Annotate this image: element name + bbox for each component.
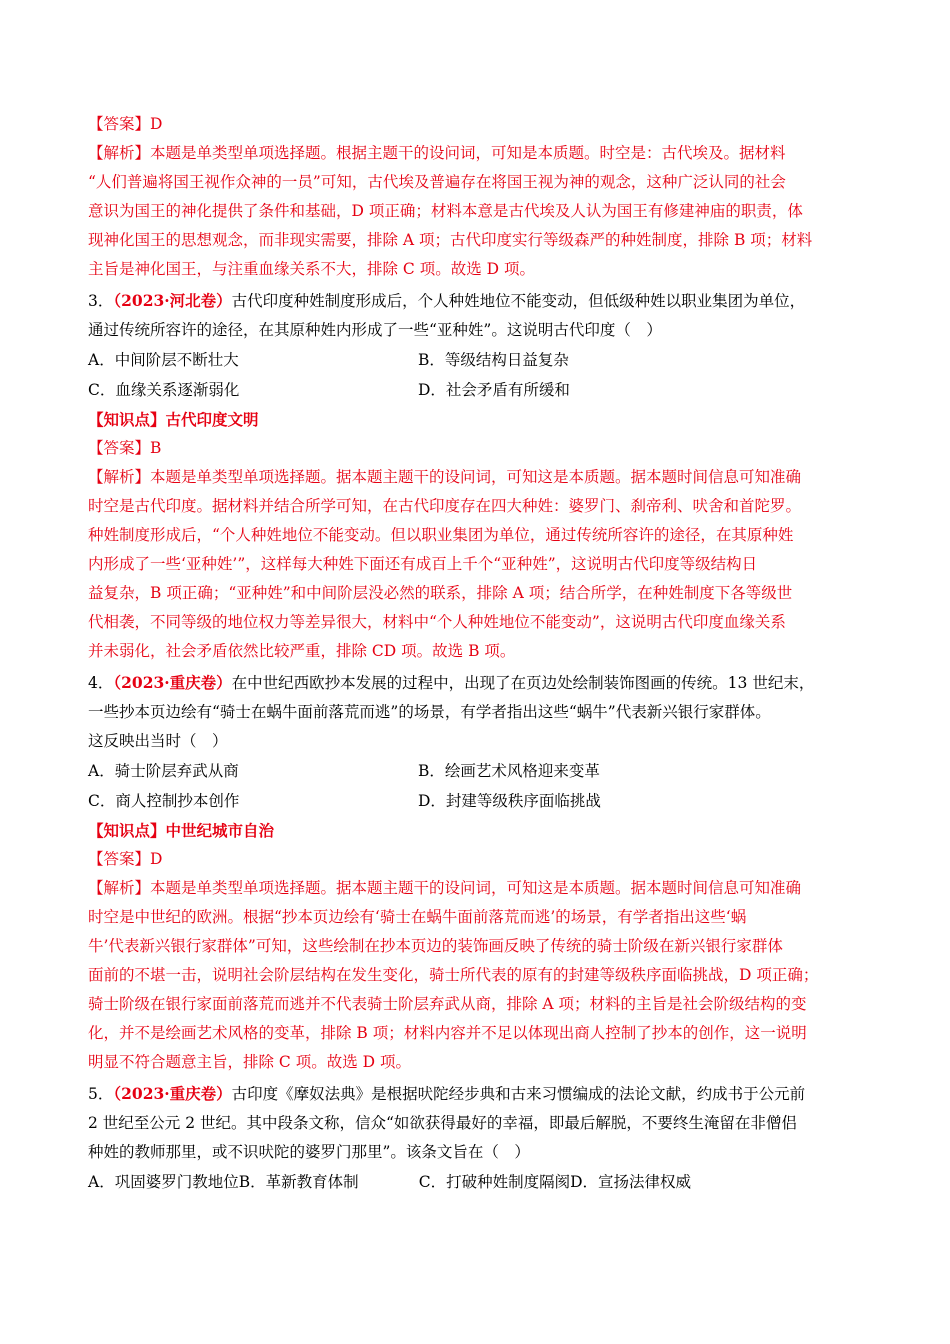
stem-text: 种姓的教师那里，或不识吠陀的婆罗门那里”。该条文旨在（ ）: [88, 1143, 530, 1161]
option-a: A．巩固婆罗门教地位: [88, 1173, 239, 1191]
option-c: C．血缘关系逐渐弱化: [88, 381, 240, 399]
stem-text: 2 世纪至公元 2 世纪。其中段条文称，信众“如欲获得最好的幸福，即最后解脱，不要终生淹留在非僧侣: [88, 1114, 797, 1132]
stem-text: 通过传统所容许的途径，在其原种姓内形成了一些“亚种姓”。这说明古代印度（ ）: [88, 321, 662, 339]
option-row: [88, 786, 862, 816]
analysis-line: 代相袭，不同等级的地位权力等差异很大，材料中“个人种姓地位不能变动”，这说明古代印度血缘关系: [88, 613, 786, 631]
option-row: [88, 375, 862, 405]
analysis-line: 意识为国王的神化提供了条件和基础，D 项正确；材料本意是古代埃及人认为国王有修建神庙的职责，体: [88, 202, 803, 220]
option-b: B．革新教育体制: [238, 1173, 359, 1191]
analysis-line: 种姓制度形成后，“个人种姓地位不能变动。但以职业集团为单位，通过传统所容许的途径，在其原种姓: [88, 526, 794, 544]
analysis-line: 【解析】本题是单类型单项选择题。根据主题干的设问词，可知是本质题。时空是：古代埃及。据材料: [88, 144, 786, 162]
option-b: B．绘画艺术风格迎来变革: [418, 762, 600, 780]
analysis-line: 化，并不是绘画艺术风格的变革，排除 B 项；材料内容并不足以体现出商人控制了抄本的创作，这一说明: [88, 1024, 807, 1042]
stem-text: 古代印度种姓制度形成后，个人种姓地位不能变动，但低级种姓以职业集团为单位，: [231, 292, 806, 310]
option-b: B．等级结构日益复杂: [418, 351, 569, 369]
question-4: [88, 668, 862, 1077]
question-stem: [88, 1079, 862, 1109]
question-source: （2023·河北卷）: [113, 291, 232, 310]
stem-text: 在中世纪西欧抄本发展的过程中，出现了在页边处绘制装饰图画的传统。13 世纪末，: [231, 674, 815, 692]
question-3: [88, 286, 862, 666]
option-a: A．中间阶层不断壮大: [88, 351, 239, 369]
analysis-line: 牛’代表新兴银行家群体”可知，这些绘制在抄本页边的装饰画反映了传统的骑士阶级在新兴银行家群体: [88, 937, 783, 955]
option-c: C．商人控制抄本创作: [88, 792, 240, 810]
knowledge-point: 【知识点】古代印度文明: [88, 410, 259, 429]
analysis-line: 面前的不堪一击，说明社会阶层结构在发生变化，骑士所代表的原有的封建等级秩序面临挑战，D 项正确；: [88, 966, 819, 984]
answer-line: 【答案】D: [88, 115, 163, 133]
analysis-line: 并未弱化，社会矛盾依然比较严重，排除 CD 项。故选 B 项。: [88, 642, 516, 660]
option-row: [88, 345, 862, 375]
stem-text: 这反映出当时（ ）: [88, 732, 228, 750]
analysis-line: 骑士阶级在银行家面前落荒而逃并不代表骑士阶层弃武从商，排除 A 项；材料的主旨是社会阶级结构的变: [88, 995, 807, 1013]
option-row: [88, 756, 862, 786]
analysis-line: 主旨是神化国王，与注重血缘关系不大，排除 C 项。故选 D 项。: [88, 260, 535, 278]
stem-text: 古印度《摩奴法典》是根据吠陀经步典和古来习惯编成的法论文献，约成书于公元前: [231, 1085, 806, 1103]
answer-line: 【答案】B: [88, 439, 162, 457]
analysis-line: 【解析】本题是单类型单项选择题。据本题主题干的设问词，可知这是本质题。据本题时间信息可知准确: [88, 879, 802, 897]
option-a: A．骑士阶层弃武从商: [88, 762, 239, 780]
analysis-line: 【解析】本题是单类型单项选择题。据本题主题干的设问词，可知这是本质题。据本题时间信息可知准确: [88, 468, 802, 486]
option-d: D．封建等级秩序面临挑战: [418, 792, 601, 810]
analysis-line: 益复杂，B 项正确；“亚种姓”和中间阶层没必然的联系，排除 A 项；结合所学，在种姓制度下各等级世: [88, 584, 793, 602]
analysis-line: 现神化国王的思想观念，而非现实需要，排除 A 项；古代印度实行等级森严的种姓制度，排除 B 项；材料: [88, 231, 813, 249]
question-stem: [88, 286, 862, 316]
analysis-line: 时空是古代印度。据材料并结合所学可知，在古代印度存在四大种姓：婆罗门、刹帝利、吠舍和首陀罗。: [88, 497, 802, 515]
analysis-line: 明显不符合题意主旨，排除 C 项。故选 D 项。: [88, 1053, 411, 1071]
q2-answer-block: [88, 110, 862, 284]
question-stem: [88, 668, 862, 698]
question-number: 3．: [88, 292, 114, 310]
option-row: [88, 1167, 862, 1197]
question-5: [88, 1079, 862, 1197]
knowledge-point: 【知识点】中世纪城市自治: [88, 821, 275, 840]
question-number: 5．: [88, 1085, 114, 1103]
answer-line: 【答案】D: [88, 850, 163, 868]
option-d: D．宣扬法律权威: [570, 1173, 692, 1191]
question-source: （2023·重庆卷）: [113, 1084, 232, 1103]
question-source: （2023·重庆卷）: [113, 673, 232, 692]
question-number: 4．: [88, 674, 114, 692]
analysis-line: “人们普遍将国王视作众神的一员”可知，古代埃及普遍存在将国王视为神的观念，这种广泛认同的社会: [88, 173, 786, 191]
option-c: C．打破种姓制度隔阂: [418, 1173, 571, 1191]
option-d: D．社会矛盾有所缓和: [418, 381, 570, 399]
analysis-line: 时空是中世纪的欧洲。根据“抄本页边绘有‘骑士在蜗牛面前落荒而逃’的场景，有学者指出这些‘蜗: [88, 908, 747, 926]
analysis-line: 内形成了一些‘亚种姓’”，这样每大种姓下面还有成百上千个“亚种姓”，这说明古代印度等级结构日: [88, 555, 758, 573]
stem-text: 一些抄本页边绘有“骑士在蜗牛面前落荒而逃”的场景，有学者指出这些“蜗牛”代表新兴银行家群体。: [88, 703, 771, 721]
